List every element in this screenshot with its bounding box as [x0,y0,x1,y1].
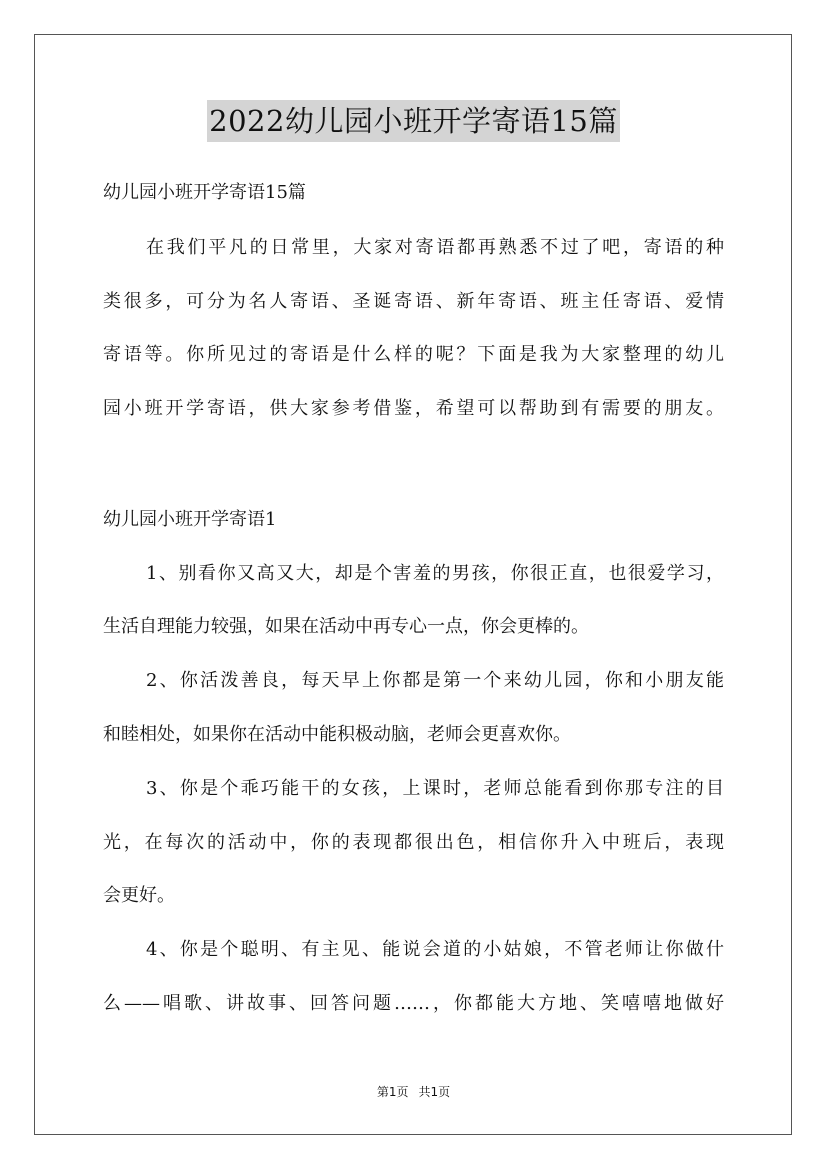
section-heading: 幼儿园小班开学寄语1 [103,509,277,530]
item-line-5: 3、你是个乖巧能干的女孩，上课时，老师总能看到你那专注的目 [146,778,724,799]
item-line-3: 2、你活泼善良，每天早上你都是第一个来幼儿园，你和小朋友能 [146,670,724,691]
intro-line-1: 在我们平凡的日常里，大家对寄语都再熟悉不过了吧，寄语的种 [146,237,724,258]
title-container [0,100,827,142]
item-line-9: 么——唱歌、讲故事、回答问题……，你都能大方地、笑嘻嘻地做好 [103,993,724,1014]
item-line-8: 4、你是个聪明、有主见、能说会道的小姑娘，不管老师让你做什 [146,939,724,960]
intro-line-3: 寄语等。你所见过的寄语是什么样的呢？下面是我为大家整理的幼儿 [103,344,724,365]
item-line-4: 和睦相处，如果你在活动中能积极动脑，老师会更喜欢你。 [103,724,571,745]
intro-line-2: 类很多，可分为名人寄语、圣诞寄语、新年寄语、班主任寄语、爱情 [103,291,724,312]
item-line-7: 会更好。 [103,885,175,906]
page-number: 第1页 [376,1085,409,1099]
item-line-2: 生活自理能力较强，如果在活动中再专心一点，你会更棒的。 [103,616,589,637]
item-line-1: 1、别看你又高又大，却是个害羞的男孩，你很正直，也很爱学习， [146,563,724,584]
page-footer [0,1083,827,1100]
intro-line-4: 园小班开学寄语，供大家参考借鉴，希望可以帮助到有需要的朋友。 [103,398,724,419]
item-line-6: 光，在每次的活动中，你的表现都很出色，相信你升入中班后，表现 [103,832,724,853]
document-subtitle: 幼儿园小班开学寄语15篇 [103,182,306,203]
page-total: 共1页 [418,1085,451,1099]
document-title: 2022幼儿园小班开学寄语15篇 [207,100,620,142]
